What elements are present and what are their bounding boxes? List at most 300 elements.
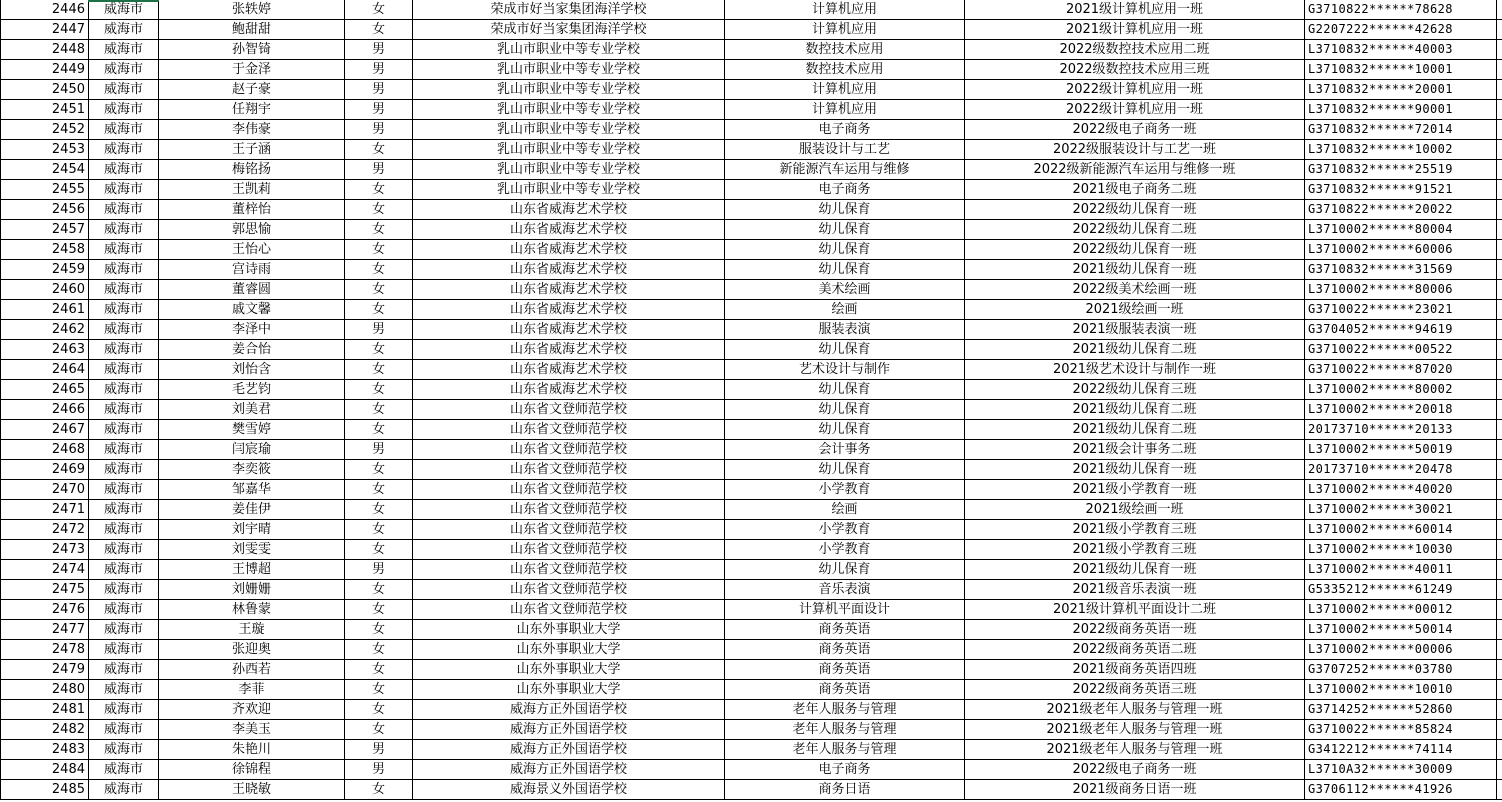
gender-cell[interactable]: 女	[345, 460, 413, 480]
class-cell[interactable]: 2021级计算机应用一班	[965, 0, 1305, 20]
id-number-cell[interactable]: G3707252******03780	[1305, 660, 1497, 680]
major-cell[interactable]: 绘画	[725, 500, 965, 520]
id-number-cell[interactable]: G3710832******25519	[1305, 160, 1497, 180]
school-cell[interactable]: 山东省威海艺术学校	[413, 380, 725, 400]
name-cell[interactable]: 刘美君	[159, 400, 345, 420]
row-number-cell[interactable]: 2458	[1, 240, 89, 260]
id-number-cell[interactable]: G3710832******91521	[1305, 180, 1497, 200]
row-number-cell[interactable]: 2451	[1, 100, 89, 120]
major-cell[interactable]: 幼儿保育	[725, 240, 965, 260]
row-number-cell[interactable]: 2462	[1, 320, 89, 340]
class-cell[interactable]: 2022级幼儿保育一班	[965, 200, 1305, 220]
major-cell[interactable]: 幼儿保育	[725, 260, 965, 280]
id-number-cell[interactable]: L3710002******30021	[1305, 500, 1497, 520]
name-cell[interactable]: 王子涵	[159, 140, 345, 160]
school-cell[interactable]: 乳山市职业中等专业学校	[413, 180, 725, 200]
empty-cell[interactable]	[1497, 140, 1502, 160]
id-number-cell[interactable]: G3412212******74114	[1305, 740, 1497, 760]
class-cell[interactable]: 2021级服装表演一班	[965, 320, 1305, 340]
row-number-cell[interactable]: 2459	[1, 260, 89, 280]
school-cell[interactable]: 山东省文登师范学校	[413, 420, 725, 440]
gender-cell[interactable]: 女	[345, 500, 413, 520]
name-cell[interactable]: 刘怡含	[159, 360, 345, 380]
id-number-cell[interactable]: L3710002******50019	[1305, 440, 1497, 460]
class-cell[interactable]: 2022级幼儿保育二班	[965, 220, 1305, 240]
name-cell[interactable]: 孙智锜	[159, 40, 345, 60]
empty-cell[interactable]	[1497, 100, 1502, 120]
id-number-cell[interactable]: L3710002******00006	[1305, 640, 1497, 660]
class-cell[interactable]: 2021级幼儿保育二班	[965, 400, 1305, 420]
gender-cell[interactable]: 女	[345, 420, 413, 440]
name-cell[interactable]: 王博超	[159, 560, 345, 580]
empty-cell[interactable]	[1497, 280, 1502, 300]
empty-cell[interactable]	[1497, 480, 1502, 500]
row-number-cell[interactable]: 2473	[1, 540, 89, 560]
id-number-cell[interactable]: G2207222******42628	[1305, 20, 1497, 40]
school-cell[interactable]: 山东外事职业大学	[413, 620, 725, 640]
id-number-cell[interactable]: G3710022******23021	[1305, 300, 1497, 320]
city-cell[interactable]: 威海市	[89, 240, 159, 260]
empty-cell[interactable]	[1497, 120, 1502, 140]
city-cell[interactable]: 威海市	[89, 260, 159, 280]
name-cell[interactable]: 宫诗雨	[159, 260, 345, 280]
gender-cell[interactable]: 女	[345, 480, 413, 500]
row-number-cell[interactable]: 2484	[1, 760, 89, 780]
empty-cell[interactable]	[1497, 580, 1502, 600]
class-cell[interactable]: 2021级小学教育三班	[965, 520, 1305, 540]
empty-cell[interactable]	[1497, 700, 1502, 720]
row-number-cell[interactable]: 2478	[1, 640, 89, 660]
name-cell[interactable]: 任翔宇	[159, 100, 345, 120]
name-cell[interactable]: 刘宇晴	[159, 520, 345, 540]
id-number-cell[interactable]: G5335212******61249	[1305, 580, 1497, 600]
class-cell[interactable]: 2022级幼儿保育一班	[965, 240, 1305, 260]
gender-cell[interactable]: 男	[345, 740, 413, 760]
gender-cell[interactable]: 女	[345, 240, 413, 260]
major-cell[interactable]: 幼儿保育	[725, 400, 965, 420]
city-cell[interactable]: 威海市	[89, 140, 159, 160]
major-cell[interactable]: 计算机应用	[725, 0, 965, 20]
class-cell[interactable]: 2021级商务英语四班	[965, 660, 1305, 680]
empty-cell[interactable]	[1497, 180, 1502, 200]
city-cell[interactable]: 威海市	[89, 640, 159, 660]
class-cell[interactable]: 2022级商务英语三班	[965, 680, 1305, 700]
school-cell[interactable]: 威海方正外国语学校	[413, 720, 725, 740]
row-number-cell[interactable]: 2481	[1, 700, 89, 720]
city-cell[interactable]: 威海市	[89, 420, 159, 440]
name-cell[interactable]: 董睿圆	[159, 280, 345, 300]
gender-cell[interactable]: 男	[345, 100, 413, 120]
id-number-cell[interactable]: G3714252******52860	[1305, 700, 1497, 720]
gender-cell[interactable]: 女	[345, 380, 413, 400]
class-cell[interactable]: 2021级幼儿保育二班	[965, 420, 1305, 440]
major-cell[interactable]: 电子商务	[725, 120, 965, 140]
city-cell[interactable]: 威海市	[89, 740, 159, 760]
id-number-cell[interactable]: L3710002******40020	[1305, 480, 1497, 500]
id-number-cell[interactable]: L3710002******80004	[1305, 220, 1497, 240]
class-cell[interactable]: 2022级计算机应用一班	[965, 100, 1305, 120]
city-cell[interactable]: 威海市	[89, 460, 159, 480]
city-cell[interactable]: 威海市	[89, 200, 159, 220]
id-number-cell[interactable]: L3710002******10010	[1305, 680, 1497, 700]
school-cell[interactable]: 山东省威海艺术学校	[413, 320, 725, 340]
school-cell[interactable]: 山东外事职业大学	[413, 640, 725, 660]
city-cell[interactable]: 威海市	[89, 760, 159, 780]
school-cell[interactable]: 山东外事职业大学	[413, 660, 725, 680]
empty-cell[interactable]	[1497, 320, 1502, 340]
name-cell[interactable]: 姜佳伊	[159, 500, 345, 520]
city-cell[interactable]: 威海市	[89, 220, 159, 240]
school-cell[interactable]: 山东省文登师范学校	[413, 580, 725, 600]
row-number-cell[interactable]: 2456	[1, 200, 89, 220]
row-number-cell[interactable]: 2446	[1, 0, 89, 20]
school-cell[interactable]: 山东省文登师范学校	[413, 500, 725, 520]
empty-cell[interactable]	[1497, 740, 1502, 760]
name-cell[interactable]: 张迎奥	[159, 640, 345, 660]
class-cell[interactable]: 2021级绘画一班	[965, 500, 1305, 520]
major-cell[interactable]: 计算机应用	[725, 100, 965, 120]
city-cell[interactable]: 威海市	[89, 680, 159, 700]
name-cell[interactable]: 张轶婷	[159, 0, 345, 20]
name-cell[interactable]: 郭思愉	[159, 220, 345, 240]
row-number-cell[interactable]: 2457	[1, 220, 89, 240]
major-cell[interactable]: 幼儿保育	[725, 560, 965, 580]
name-cell[interactable]: 梅铭扬	[159, 160, 345, 180]
id-number-cell[interactable]: G3710832******72014	[1305, 120, 1497, 140]
row-number-cell[interactable]: 2453	[1, 140, 89, 160]
major-cell[interactable]: 音乐表演	[725, 580, 965, 600]
gender-cell[interactable]: 女	[345, 220, 413, 240]
school-cell[interactable]: 山东省威海艺术学校	[413, 340, 725, 360]
id-number-cell[interactable]: L3710832******20001	[1305, 80, 1497, 100]
empty-cell[interactable]	[1497, 520, 1502, 540]
city-cell[interactable]: 威海市	[89, 0, 159, 20]
row-number-cell[interactable]: 2448	[1, 40, 89, 60]
empty-cell[interactable]	[1497, 260, 1502, 280]
row-number-cell[interactable]: 2447	[1, 20, 89, 40]
row-number-cell[interactable]: 2471	[1, 500, 89, 520]
name-cell[interactable]: 王怡心	[159, 240, 345, 260]
major-cell[interactable]: 会计事务	[725, 440, 965, 460]
name-cell[interactable]: 李美玉	[159, 720, 345, 740]
city-cell[interactable]: 威海市	[89, 360, 159, 380]
school-cell[interactable]: 山东外事职业大学	[413, 680, 725, 700]
empty-cell[interactable]	[1497, 420, 1502, 440]
name-cell[interactable]: 王凯莉	[159, 180, 345, 200]
name-cell[interactable]: 毛艺钧	[159, 380, 345, 400]
school-cell[interactable]: 乳山市职业中等专业学校	[413, 40, 725, 60]
class-cell[interactable]: 2022级服装设计与工艺一班	[965, 140, 1305, 160]
school-cell[interactable]: 乳山市职业中等专业学校	[413, 120, 725, 140]
city-cell[interactable]: 威海市	[89, 480, 159, 500]
name-cell[interactable]: 李奕筱	[159, 460, 345, 480]
id-number-cell[interactable]: L3710002******80002	[1305, 380, 1497, 400]
row-number-cell[interactable]: 2454	[1, 160, 89, 180]
school-cell[interactable]: 山东省威海艺术学校	[413, 300, 725, 320]
empty-cell[interactable]	[1497, 240, 1502, 260]
school-cell[interactable]: 荣成市好当家集团海洋学校	[413, 0, 725, 20]
city-cell[interactable]: 威海市	[89, 380, 159, 400]
school-cell[interactable]: 山东省威海艺术学校	[413, 360, 725, 380]
empty-cell[interactable]	[1497, 220, 1502, 240]
row-number-cell[interactable]: 2472	[1, 520, 89, 540]
school-cell[interactable]: 山东省文登师范学校	[413, 480, 725, 500]
empty-cell[interactable]	[1497, 400, 1502, 420]
major-cell[interactable]: 计算机应用	[725, 20, 965, 40]
id-number-cell[interactable]: L3710002******60006	[1305, 240, 1497, 260]
empty-cell[interactable]	[1497, 540, 1502, 560]
city-cell[interactable]: 威海市	[89, 180, 159, 200]
city-cell[interactable]: 威海市	[89, 720, 159, 740]
empty-cell[interactable]	[1497, 0, 1502, 20]
name-cell[interactable]: 李菲	[159, 680, 345, 700]
name-cell[interactable]: 齐欢迎	[159, 700, 345, 720]
row-number-cell[interactable]: 2460	[1, 280, 89, 300]
major-cell[interactable]: 幼儿保育	[725, 380, 965, 400]
school-cell[interactable]: 乳山市职业中等专业学校	[413, 100, 725, 120]
row-number-cell[interactable]: 2465	[1, 380, 89, 400]
id-number-cell[interactable]: 20173710******20478	[1305, 460, 1497, 480]
row-number-cell[interactable]: 2480	[1, 680, 89, 700]
id-number-cell[interactable]: 20173710******20133	[1305, 420, 1497, 440]
name-cell[interactable]: 戚文馨	[159, 300, 345, 320]
school-cell[interactable]: 山东省威海艺术学校	[413, 220, 725, 240]
id-number-cell[interactable]: G3710022******00522	[1305, 340, 1497, 360]
school-cell[interactable]: 山东省威海艺术学校	[413, 280, 725, 300]
id-number-cell[interactable]: L3710832******40003	[1305, 40, 1497, 60]
school-cell[interactable]: 山东省文登师范学校	[413, 520, 725, 540]
city-cell[interactable]: 威海市	[89, 80, 159, 100]
row-number-cell[interactable]: 2455	[1, 180, 89, 200]
gender-cell[interactable]: 女	[345, 640, 413, 660]
empty-cell[interactable]	[1497, 460, 1502, 480]
name-cell[interactable]: 樊雪婷	[159, 420, 345, 440]
class-cell[interactable]: 2022级电子商务一班	[965, 120, 1305, 140]
id-number-cell[interactable]: L3710002******10030	[1305, 540, 1497, 560]
row-number-cell[interactable]: 2466	[1, 400, 89, 420]
empty-cell[interactable]	[1497, 500, 1502, 520]
row-number-cell[interactable]: 2467	[1, 420, 89, 440]
empty-cell[interactable]	[1497, 440, 1502, 460]
class-cell[interactable]: 2022级电子商务一班	[965, 760, 1305, 780]
name-cell[interactable]: 朱艳川	[159, 740, 345, 760]
school-cell[interactable]: 荣成市好当家集团海洋学校	[413, 20, 725, 40]
major-cell[interactable]: 商务英语	[725, 680, 965, 700]
school-cell[interactable]: 威海方正外国语学校	[413, 760, 725, 780]
city-cell[interactable]: 威海市	[89, 100, 159, 120]
gender-cell[interactable]: 男	[345, 80, 413, 100]
class-cell[interactable]: 2021级绘画一班	[965, 300, 1305, 320]
name-cell[interactable]: 刘姗姗	[159, 580, 345, 600]
class-cell[interactable]: 2021级幼儿保育二班	[965, 340, 1305, 360]
gender-cell[interactable]: 女	[345, 720, 413, 740]
class-cell[interactable]: 2021级计算机平面设计二班	[965, 600, 1305, 620]
empty-cell[interactable]	[1497, 660, 1502, 680]
empty-cell[interactable]	[1497, 380, 1502, 400]
class-cell[interactable]: 2022级美术绘画一班	[965, 280, 1305, 300]
row-number-cell[interactable]: 2463	[1, 340, 89, 360]
row-number-cell[interactable]: 2477	[1, 620, 89, 640]
major-cell[interactable]: 新能源汽车运用与维修	[725, 160, 965, 180]
school-cell[interactable]: 山东省威海艺术学校	[413, 200, 725, 220]
class-cell[interactable]: 2022级商务英语一班	[965, 620, 1305, 640]
city-cell[interactable]: 威海市	[89, 620, 159, 640]
name-cell[interactable]: 鲍甜甜	[159, 20, 345, 40]
major-cell[interactable]: 数控技术应用	[725, 60, 965, 80]
name-cell[interactable]: 闫宸瑜	[159, 440, 345, 460]
row-number-cell[interactable]: 2449	[1, 60, 89, 80]
name-cell[interactable]: 孙西若	[159, 660, 345, 680]
gender-cell[interactable]: 女	[345, 140, 413, 160]
major-cell[interactable]: 幼儿保育	[725, 420, 965, 440]
class-cell[interactable]: 2021级幼儿保育一班	[965, 560, 1305, 580]
class-cell[interactable]: 2022级数控技术应用三班	[965, 60, 1305, 80]
class-cell[interactable]: 2021级音乐表演一班	[965, 580, 1305, 600]
id-number-cell[interactable]: G3710832******31569	[1305, 260, 1497, 280]
empty-cell[interactable]	[1497, 80, 1502, 100]
empty-cell[interactable]	[1497, 200, 1502, 220]
school-cell[interactable]: 山东省文登师范学校	[413, 400, 725, 420]
row-number-cell[interactable]: 2461	[1, 300, 89, 320]
major-cell[interactable]: 商务英语	[725, 640, 965, 660]
major-cell[interactable]: 小学教育	[725, 480, 965, 500]
id-number-cell[interactable]: L3710832******90001	[1305, 100, 1497, 120]
empty-cell[interactable]	[1497, 20, 1502, 40]
class-cell[interactable]: 2021级幼儿保育一班	[965, 260, 1305, 280]
id-number-cell[interactable]: L3710002******20018	[1305, 400, 1497, 420]
city-cell[interactable]: 威海市	[89, 600, 159, 620]
row-number-cell[interactable]: 2469	[1, 460, 89, 480]
major-cell[interactable]: 小学教育	[725, 540, 965, 560]
major-cell[interactable]: 老年人服务与管理	[725, 700, 965, 720]
city-cell[interactable]: 威海市	[89, 660, 159, 680]
id-number-cell[interactable]: G3710022******85824	[1305, 720, 1497, 740]
empty-cell[interactable]	[1497, 60, 1502, 80]
major-cell[interactable]: 电子商务	[725, 760, 965, 780]
school-cell[interactable]: 乳山市职业中等专业学校	[413, 60, 725, 80]
gender-cell[interactable]: 女	[345, 620, 413, 640]
major-cell[interactable]: 老年人服务与管理	[725, 740, 965, 760]
id-number-cell[interactable]: G3704052******94619	[1305, 320, 1497, 340]
class-cell[interactable]: 2021级小学教育三班	[965, 540, 1305, 560]
major-cell[interactable]: 老年人服务与管理	[725, 720, 965, 740]
city-cell[interactable]: 威海市	[89, 120, 159, 140]
class-cell[interactable]: 2021级会计事务二班	[965, 440, 1305, 460]
school-cell[interactable]: 乳山市职业中等专业学校	[413, 80, 725, 100]
gender-cell[interactable]: 女	[345, 680, 413, 700]
id-number-cell[interactable]: G3710822******20022	[1305, 200, 1497, 220]
id-number-cell[interactable]: L3710002******60014	[1305, 520, 1497, 540]
city-cell[interactable]: 威海市	[89, 160, 159, 180]
gender-cell[interactable]: 女	[345, 280, 413, 300]
class-cell[interactable]: 2021级电子商务二班	[965, 180, 1305, 200]
school-cell[interactable]: 山东省威海艺术学校	[413, 260, 725, 280]
class-cell[interactable]: 2021级老年人服务与管理一班	[965, 700, 1305, 720]
city-cell[interactable]: 威海市	[89, 40, 159, 60]
major-cell[interactable]: 幼儿保育	[725, 220, 965, 240]
id-number-cell[interactable]: L3710002******40011	[1305, 560, 1497, 580]
row-number-cell[interactable]: 2482	[1, 720, 89, 740]
class-cell[interactable]: 2022级商务英语二班	[965, 640, 1305, 660]
gender-cell[interactable]: 男	[345, 440, 413, 460]
id-number-cell[interactable]: G3710822******78628	[1305, 0, 1497, 20]
gender-cell[interactable]: 男	[345, 760, 413, 780]
major-cell[interactable]: 艺术设计与制作	[725, 360, 965, 380]
city-cell[interactable]: 威海市	[89, 580, 159, 600]
row-number-cell[interactable]: 2452	[1, 120, 89, 140]
row-number-cell[interactable]: 2485	[1, 780, 89, 800]
row-number-cell[interactable]: 2476	[1, 600, 89, 620]
gender-cell[interactable]: 男	[345, 560, 413, 580]
row-number-cell[interactable]: 2479	[1, 660, 89, 680]
school-cell[interactable]: 山东省文登师范学校	[413, 600, 725, 620]
major-cell[interactable]: 商务英语	[725, 660, 965, 680]
school-cell[interactable]: 山东省文登师范学校	[413, 560, 725, 580]
city-cell[interactable]: 威海市	[89, 300, 159, 320]
empty-cell[interactable]	[1497, 600, 1502, 620]
gender-cell[interactable]: 女	[345, 200, 413, 220]
gender-cell[interactable]: 女	[345, 300, 413, 320]
name-cell[interactable]: 李伟豪	[159, 120, 345, 140]
empty-cell[interactable]	[1497, 720, 1502, 740]
gender-cell[interactable]: 女	[345, 540, 413, 560]
row-number-cell[interactable]: 2474	[1, 560, 89, 580]
school-cell[interactable]: 山东省文登师范学校	[413, 540, 725, 560]
class-cell[interactable]: 2022级新能源汽车运用与维修一班	[965, 160, 1305, 180]
class-cell[interactable]: 2021级幼儿保育一班	[965, 460, 1305, 480]
name-cell[interactable]: 邹嘉华	[159, 480, 345, 500]
school-cell[interactable]: 山东省威海艺术学校	[413, 240, 725, 260]
gender-cell[interactable]: 女	[345, 180, 413, 200]
school-cell[interactable]: 威海方正外国语学校	[413, 700, 725, 720]
major-cell[interactable]: 绘画	[725, 300, 965, 320]
major-cell[interactable]: 小学教育	[725, 520, 965, 540]
gender-cell[interactable]: 男	[345, 60, 413, 80]
major-cell[interactable]: 数控技术应用	[725, 40, 965, 60]
major-cell[interactable]: 服装表演	[725, 320, 965, 340]
name-cell[interactable]: 王晓敏	[159, 780, 345, 800]
name-cell[interactable]: 赵子豪	[159, 80, 345, 100]
id-number-cell[interactable]: L3710832******10002	[1305, 140, 1497, 160]
class-cell[interactable]: 2021级老年人服务与管理一班	[965, 740, 1305, 760]
class-cell[interactable]: 2022级数控技术应用二班	[965, 40, 1305, 60]
gender-cell[interactable]: 男	[345, 160, 413, 180]
empty-cell[interactable]	[1497, 160, 1502, 180]
city-cell[interactable]: 威海市	[89, 560, 159, 580]
city-cell[interactable]: 威海市	[89, 520, 159, 540]
gender-cell[interactable]: 女	[345, 700, 413, 720]
city-cell[interactable]: 威海市	[89, 320, 159, 340]
name-cell[interactable]: 李泽中	[159, 320, 345, 340]
major-cell[interactable]: 商务日语	[725, 780, 965, 800]
gender-cell[interactable]: 女	[345, 520, 413, 540]
class-cell[interactable]: 2021级艺术设计与制作一班	[965, 360, 1305, 380]
id-number-cell[interactable]: G3706112******41926	[1305, 780, 1497, 800]
gender-cell[interactable]: 女	[345, 0, 413, 20]
major-cell[interactable]: 服装设计与工艺	[725, 140, 965, 160]
school-cell[interactable]: 乳山市职业中等专业学校	[413, 140, 725, 160]
name-cell[interactable]: 于金泽	[159, 60, 345, 80]
class-cell[interactable]: 2022级计算机应用一班	[965, 80, 1305, 100]
city-cell[interactable]: 威海市	[89, 780, 159, 800]
city-cell[interactable]: 威海市	[89, 60, 159, 80]
name-cell[interactable]: 董梓怡	[159, 200, 345, 220]
row-number-cell[interactable]: 2468	[1, 440, 89, 460]
city-cell[interactable]: 威海市	[89, 500, 159, 520]
gender-cell[interactable]: 男	[345, 40, 413, 60]
school-cell[interactable]: 威海方正外国语学校	[413, 740, 725, 760]
gender-cell[interactable]: 男	[345, 320, 413, 340]
